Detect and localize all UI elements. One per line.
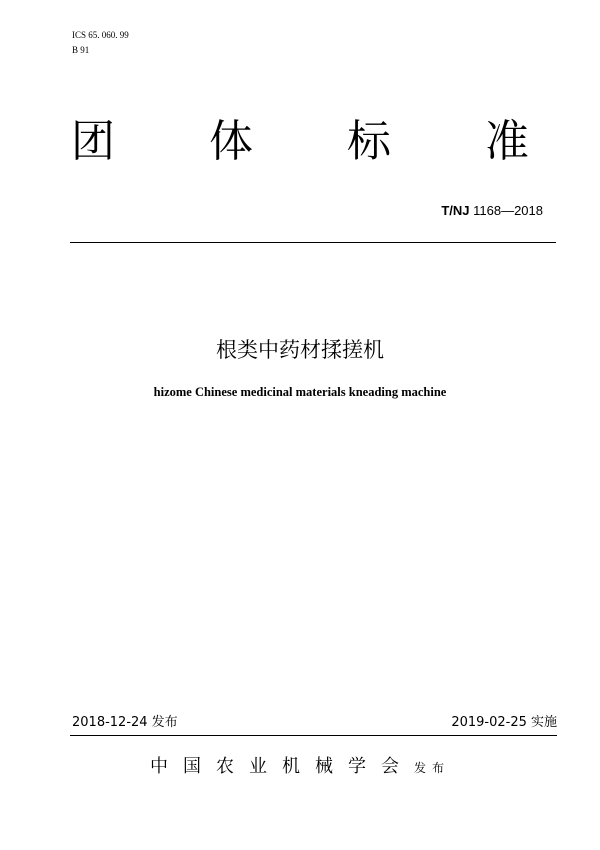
bottom-divider bbox=[70, 735, 557, 736]
top-divider bbox=[70, 242, 556, 243]
implement-date: 2019-02-25 实施 bbox=[451, 715, 557, 730]
document-title-chinese: 根类中药材揉搓机 bbox=[216, 338, 384, 362]
publishing-organization bbox=[0, 754, 600, 781]
standard-number bbox=[441, 203, 543, 219]
standard-type-text: 团 体 标 准 bbox=[71, 116, 569, 167]
document-title-english: hizome Chinese medicinal materials kneading machine bbox=[153, 385, 447, 399]
publish-date: 2018-12-24 发布 bbox=[72, 715, 178, 730]
standard-number-value: 1168—2018 bbox=[473, 203, 543, 218]
ics-code: ICS 65. 060. 99 bbox=[72, 30, 129, 40]
standard-number-prefix: T/NJ bbox=[441, 203, 470, 218]
standard-type-heading bbox=[0, 112, 600, 172]
organization-suffix: 发布 bbox=[413, 761, 450, 775]
organization-name: 中国农业机械学会 bbox=[149, 756, 414, 777]
ccs-code: B 91 bbox=[72, 45, 90, 55]
